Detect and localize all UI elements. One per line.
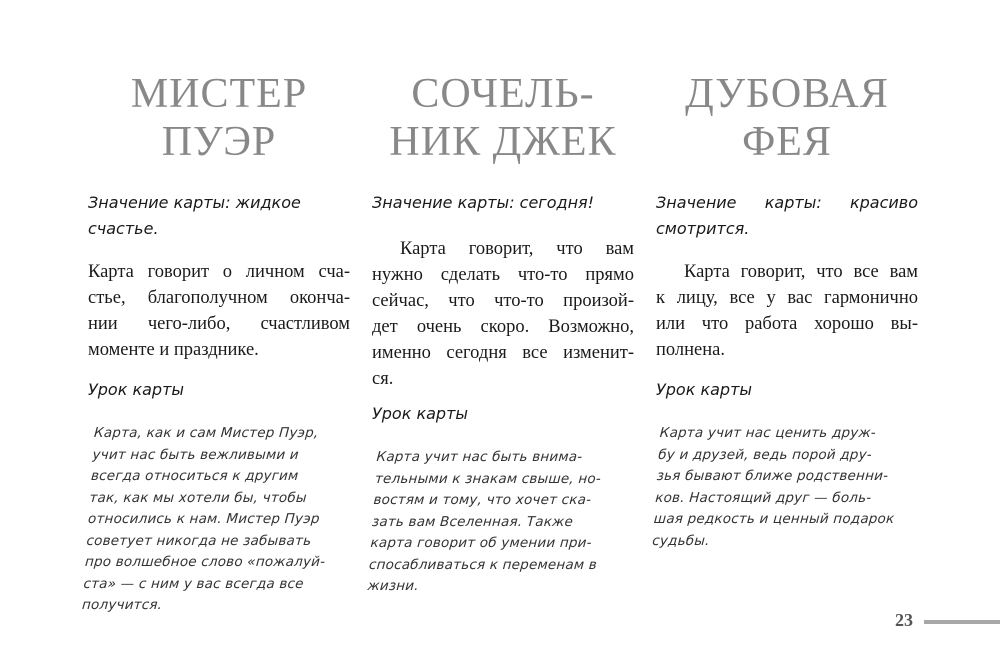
card-title: СОЧЕЛЬ- НИК ДЖЕК xyxy=(389,71,617,165)
lesson-text: Карта учит нас быть внима- тельными к знакам свыше, но- востям и тому, что хочет ска- зать вам Вселенная. Также карта говорит об умении при- спосабливаться к переменам в жизни. xyxy=(366,449,602,594)
card-description: Карта говорит, что все вам к лицу, все у вас гармонично или что работа хорошо вы- полнена. xyxy=(656,262,918,360)
card-description: Карта говорит о личном сча- стье, благополучном оконча- нии чего-либо, счастливом моменте и празднике. xyxy=(88,262,350,360)
lesson-heading: Урок карты xyxy=(372,404,469,423)
lesson-heading: Урок карты xyxy=(88,380,185,399)
page-number-rule xyxy=(924,620,1000,624)
card-description: Карта говорит, что вам нужно сделать что-то прямо сейчас, что что-то произой- дет очень скоро. Возможно, именно сегодня все изменит- ся. xyxy=(372,239,634,389)
card-title: МИСТЕР ПУЭР xyxy=(130,71,308,165)
card-meaning: Значение карты: жидкое счастье. xyxy=(88,193,301,238)
lesson-text: Карта учит нас ценить друж- бу и друзей, ведь порой дру- зья бывают ближе родственни- ков. Настоящий друг — боль- шая редкость и ценный подарок судьбы. xyxy=(651,425,895,549)
card-meaning: Значение карты: сегодня! xyxy=(372,193,595,212)
lesson-text: Карта, как и сам Мистер Пуэр, учит нас быть вежливыми и всегда относиться к другим так, как мы хотели бы, чтобы относились к нам. Мистер Пуэр советует никогда не забывать про волшебное слово «пожалуй- ста» — с ним у вас всегда все получится. xyxy=(81,425,326,613)
lesson-heading: Урок карты xyxy=(656,380,753,399)
card-title: ДУБОВАЯ ФЕЯ xyxy=(685,71,889,165)
card-meaning: Значение карты: красиво смотрится. xyxy=(656,193,918,238)
page-number: 23 xyxy=(895,610,913,630)
